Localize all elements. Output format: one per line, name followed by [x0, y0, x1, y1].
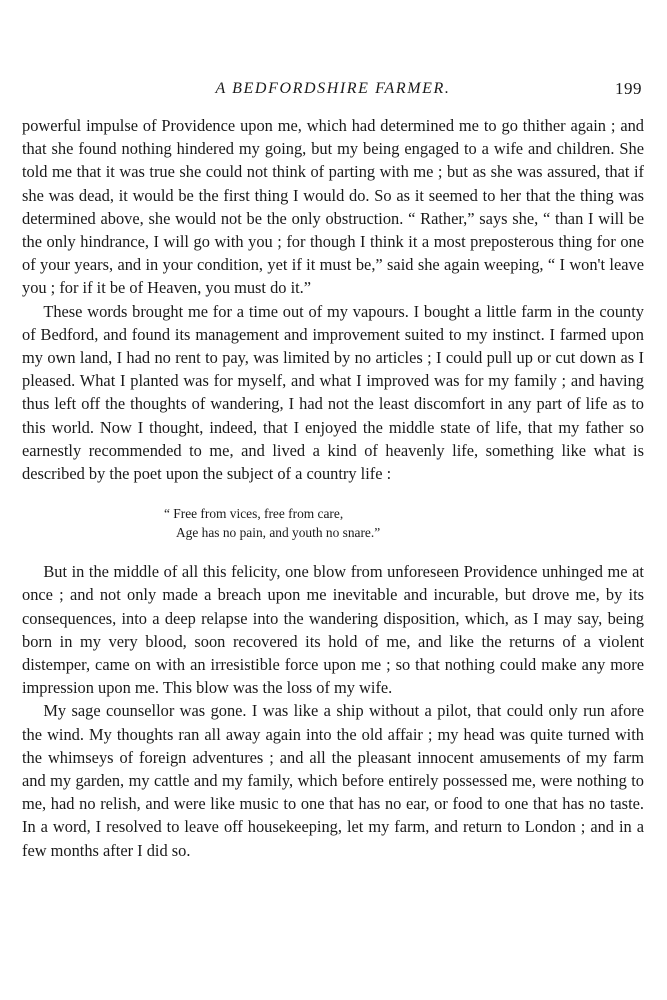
verse-quotation	[22, 504, 644, 542]
page-number: 199	[615, 79, 642, 98]
running-title: A BEDFORDSHIRE FARMER.	[215, 80, 451, 97]
paragraph: My sage counsellor was gone. I was like a ship without a pilot, that could only run afore the wind. My thoughts ran all away again into the old affair ; my head was quite turned with the whimseys of foreign adventures ; and all the pleasant innocent amusements of my farm and my garden, my cattle and my family, which before entirely possessed me, were nothing to me, had no relish, and were like music to one that has no ear, or food to one that has no taste. In a word, I resolved to leave off housekeeping, let my farm, and return to London ; and in a few months after I did so.	[22, 701, 644, 860]
running-head	[22, 78, 644, 102]
verse-line: “ Free from vices, free from care,	[164, 506, 344, 522]
paragraph-continued: powerful impulse of Providence upon me, which had determined me to go thither again ; and that she found nothing hindered my going, but my being engaged to a wife and children. She told me that it was true she could not think of parting with me ; but as she was assured, that if she was dead, it would be the first thing I would do. So as it seemed to her that the thing was determined above, she would not be the only obstruction. “ Rather,” says she, “ than I will be the only hindrance, I will go with you ; for though I think it a most preposterous thing for one of your years, and in your condition, yet if it must be,” said she again weeping, “ I won't leave you ; for if it be of Heaven, you must do it.”	[22, 116, 644, 298]
body-text	[22, 114, 644, 862]
paragraph: These words brought me for a time out of my vapours. I bought a little farm in the county of Bedford, and found its management and improvement suited to my instinct. I farmed upon my own land, I had no rent to pay, was limited by no articles ; I could pull up or cut down as I pleased. What I planted was for myself, and what I improved was for my family ; and having thus left off the thoughts of wandering, I had not the least discomfort in any part of life as to this world. Now I thought, indeed, that I enjoyed the middle state of life, that my father so earnestly recommended to me, and lived a kind of heavenly life, something like what is described by the poet upon the subject of a country life :	[22, 301, 644, 484]
verse-line: Age has no pain, and youth no snare.”	[176, 525, 381, 541]
book-page	[22, 0, 644, 1000]
paragraph: But in the middle of all this felicity, one blow from unforeseen Providence unhinged me at once ; and not only made a breach upon me inevitable and incurable, but drove me, by its consequences, into a deep relapse into the wandering disposition, which, as I may say, being born in my very blood, soon recovered its hold of me, and like the returns of a violent distemper, came on with an irresistible force upon me ; so that nothing could make any more impression upon me. This blow was the loss of my wife.	[22, 562, 644, 698]
